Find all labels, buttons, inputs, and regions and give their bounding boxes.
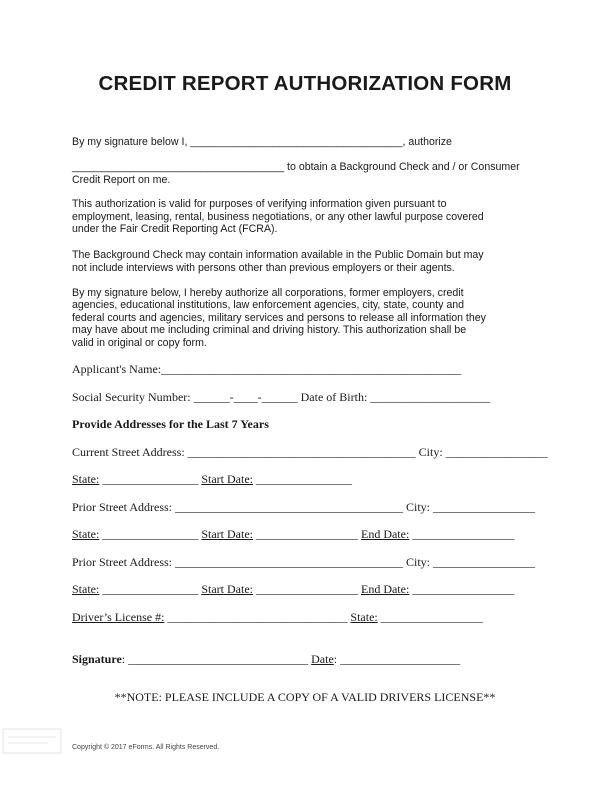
current-street-field[interactable]: ______________________________________ xyxy=(184,445,419,459)
drivers-license-label: Driver’s License #: xyxy=(72,610,165,624)
applicant-name-label: Applicant's Name: xyxy=(72,362,162,376)
prior-state-row-1 xyxy=(72,527,514,541)
paragraph-line: The Background Check may contain information available in the Public Domain but may xyxy=(72,249,484,261)
prior-end-date-field[interactable]: _________________ xyxy=(409,582,515,596)
prior-start-date-field[interactable]: _________________ xyxy=(252,582,361,596)
date-label: Date xyxy=(311,652,334,666)
copyright-text: Copyright © 2017 eForms. All Rights Reserved. xyxy=(72,744,220,751)
watermark-icon xyxy=(2,728,62,754)
prior-state-label: State: xyxy=(72,582,100,596)
paragraph-line: By my signature below, I hereby authorize all corporations, former employers, credit xyxy=(72,287,464,299)
prior-state-row-2 xyxy=(72,582,514,596)
current-state-row xyxy=(72,472,352,486)
prior-state-field[interactable]: ________________ xyxy=(99,582,202,596)
current-state-field[interactable]: ________________ xyxy=(99,472,202,486)
prior-end-date-label: End Date: xyxy=(360,582,410,596)
prior-state-label: State: xyxy=(72,527,100,541)
prior-address-row-1 xyxy=(72,500,535,514)
drivers-license-field[interactable]: ______________________________ xyxy=(164,610,351,624)
signature-label: Signature xyxy=(72,652,122,666)
current-city-label: City: xyxy=(418,445,443,459)
prior-street-field[interactable]: ______________________________________ xyxy=(172,555,406,569)
dl-state-label: State: xyxy=(350,610,378,624)
ssn-dob-row xyxy=(72,390,490,404)
current-address-row xyxy=(72,445,548,459)
paragraph-line: may have about me including criminal and driving history. This authorization shall be xyxy=(72,324,467,336)
ssn-label: Social Security Number: xyxy=(72,390,191,404)
applicant-name-row xyxy=(72,362,461,376)
drivers-license-row xyxy=(72,610,483,624)
prior-end-date-label: End Date: xyxy=(360,527,410,541)
paragraph-line: federal courts and agencies, military services and persons to release all information they xyxy=(72,312,486,324)
prior-city-label: City: xyxy=(406,500,431,514)
prior-street-label: Prior Street Address: xyxy=(72,555,172,569)
paragraph-line: agencies, educational institutions, law enforcement agencies, city, state, county and xyxy=(72,299,464,311)
prior-start-date-label: Start Date: xyxy=(201,582,253,596)
prior-end-date-field[interactable]: _________________ xyxy=(409,527,515,541)
dl-state-field[interactable]: _________________ xyxy=(377,610,483,624)
current-state-label: State: xyxy=(72,472,100,486)
prior-address-row-2 xyxy=(72,555,535,569)
applicant-name-field[interactable]: __________________________________________________ xyxy=(161,362,462,376)
prior-street-field[interactable]: ______________________________________ xyxy=(172,500,406,514)
intro-line-3: Credit Report on me. xyxy=(72,174,171,186)
paragraph-line: under the Fair Credit Reporting Act (FCRA). xyxy=(72,223,278,235)
paragraph-line: employment, leasing, rental, business negotiations, or any other lawful purpose covered xyxy=(72,211,484,223)
current-start-date-label: Start Date: xyxy=(201,472,253,486)
drivers-license-note: **NOTE: PLEASE INCLUDE A COPY OF A VALID DRIVERS LICENSE** xyxy=(114,690,496,704)
paragraph-line: This authorization is valid for purposes of verifying information given pursuant to xyxy=(72,198,447,210)
prior-state-field[interactable]: ________________ xyxy=(99,527,202,541)
current-city-field[interactable]: _________________ xyxy=(442,445,548,459)
prior-street-label: Prior Street Address: xyxy=(72,500,172,514)
intro-line-2: ____________________________________ to obtain a Background Check and / or Consumer xyxy=(72,161,520,173)
dob-field[interactable]: ____________________ xyxy=(367,390,491,404)
ssn-field[interactable]: ______-____-______ xyxy=(190,390,301,404)
paragraph-line: valid in original or copy form. xyxy=(72,337,207,349)
date-field[interactable]: : ____________________ xyxy=(333,652,461,666)
signature-field[interactable]: : ______________________________ xyxy=(121,652,312,666)
form-title: CREDIT REPORT AUTHORIZATION FORM xyxy=(98,72,512,95)
current-start-date-field[interactable]: ________________ xyxy=(252,472,352,486)
prior-city-field[interactable]: _________________ xyxy=(430,500,536,514)
dob-label: Date of Birth: xyxy=(300,390,368,404)
addresses-heading: Provide Addresses for the Last 7 Years xyxy=(72,417,269,431)
prior-city-label: City: xyxy=(406,555,431,569)
prior-start-date-field[interactable]: _________________ xyxy=(252,527,361,541)
current-street-label: Current Street Address: xyxy=(72,445,185,459)
prior-start-date-label: Start Date: xyxy=(201,527,253,541)
signature-row xyxy=(72,652,460,666)
paragraph-line: not include interviews with persons other than previous employers or their agents. xyxy=(72,262,455,274)
intro-line-1: By my signature below I, ____________________________________, authorize xyxy=(72,136,452,148)
prior-city-field[interactable]: _________________ xyxy=(430,555,536,569)
